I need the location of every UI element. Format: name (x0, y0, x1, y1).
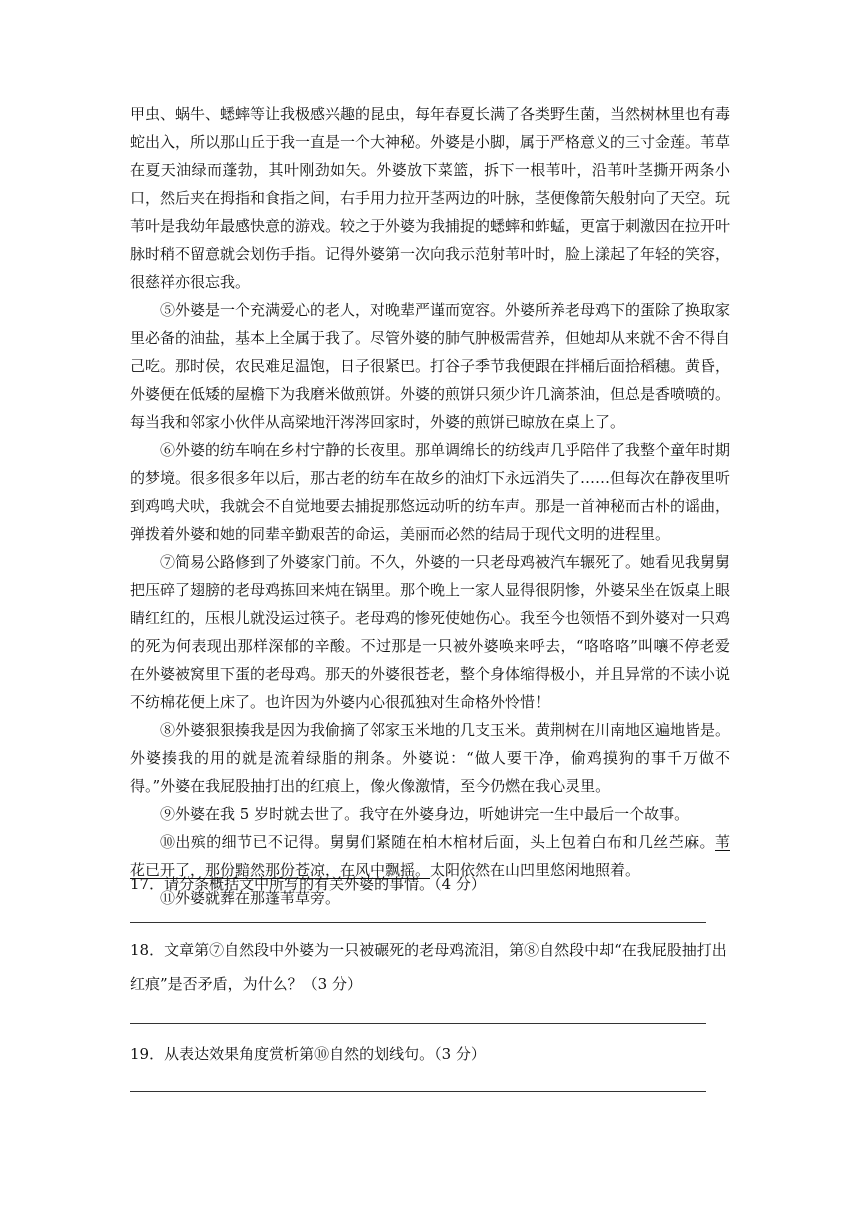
answer-line-18[interactable] (130, 1023, 706, 1024)
question-18-line-1: 18．文章第⑦自然段中外婆为一只被碾死的老母鸡流泪，第⑧自然段中却“在我屁股抽打出 (130, 941, 727, 959)
underlined-sentence: 苇花已开了，那份黯然那份苍凉，在风中飘摇。 (130, 833, 730, 879)
paragraph-8: ⑧外婆狠狠揍我是因为我偷摘了邻家玉米地的几支玉米。黄荆树在川南地区遍地皆是。外婆揍我的用的就是流着绿脂的荆条。外婆说：“做人要干净，偷鸡摸狗的事千万做不得。”外婆在我屁股抽打出的红痕上，像火像激情，至今仍燃在我心灵里。 (130, 721, 731, 795)
paragraph-continued: 甲虫、蜗牛、蟋蟀等让我极感兴趣的昆虫，每年春夏长满了各类野生菌，当然树林里也有毒蛇出入，所以那山丘于我一直是一个大神秘。外婆是小脚，属于严格意义的三寸金莲。苇草在夏天油绿而蓬勃，其叶刚劲如矢。外婆放下菜篮，拆下一根苇叶，沿苇叶茎撕开两条小口，然后夹在拇指和食指之间，右手用力拉开茎两边的叶脉，茎便像箭矢般射向了天空。玩苇叶是我幼年最感快意的游戏。较之于外婆为我捕捉的蟋蟀和蚱蜢，更富于刺激因在拉开叶脉时稍不留意就会划伤手指。记得外婆第一次向我示范射苇叶时，脸上漾起了年轻的笑容，很慈祥亦很忘我。 (130, 105, 731, 291)
paragraph-5: ⑤外婆是一个充满爱心的老人，对晚辈严谨而宽容。外婆所养老母鸡下的蛋除了换取家里必备的油盐，基本上全属于我了。尽管外婆的肺气肿极需营养，但她却从来就不舍不得自己吃。那时侯，农民难足温饱，日子很紧巴。打谷子季节我便跟在拌桶后面拾稻穗。黄昏，外婆便在低矮的屋檐下为我磨米做煎饼。外婆的煎饼只须少许几滴茶油，但总是香喷喷的。每当我和邻家小伙伴从高梁地汗涔涔回家时，外婆的煎饼已晾放在桌上了。 (130, 301, 731, 431)
question-18-line-2: 红痕”是否矛盾，为什么？（3 分） (130, 975, 362, 993)
paragraph-9: ⑨外婆在我 5 岁时就去世了。我守在外婆身边，听她讲完一生中最后一个故事。 (160, 805, 690, 823)
answer-line-19[interactable] (130, 1091, 706, 1092)
paragraph-11: ⑪外婆就葬在那蓬苇草旁。 (160, 889, 341, 907)
question-19: 19．从表达效果角度赏析第⑩自然的划线句。（3 分） (130, 1045, 486, 1063)
paragraph-10-text-b: 太阳依然在山凹里悠闲地照着。 (430, 861, 641, 879)
reading-passage (130, 100, 730, 912)
question-17: 17．请分条概括文中所写的有关外婆的事情。（4 分） (130, 875, 486, 893)
paragraph-7: ⑦简易公路修到了外婆家门前。不久，外婆的一只老母鸡被汽车辗死了。她看见我舅舅把压碎了翅膀的老母鸡拣回来炖在锅里。那个晚上一家人显得很阴惨，外婆呆坐在饭桌上眼睛红红的，压根儿就没运过筷子。老母鸡的惨死使她伤心。我至今也领悟不到外婆对一只鸡的死为何表现出那样深郁的辛酸。不过那是一只被外婆唤来呼去，“咯咯咯”叫嚷不停老爱在外婆被窝里下蛋的老母鸡。那天的外婆很苍老，整个身体缩得极小，并且异常的不读小说不纺棉花便上床了。也许因为外婆内心很孤独对生命格外怜惜！ (130, 553, 731, 711)
paragraph-10-text-a: ⑩出殡的细节已不记得。舅舅们紧随在柏木棺材后面，头上包着白布和几丝苎麻。 (160, 833, 715, 851)
answer-line-17[interactable] (130, 922, 706, 923)
paragraph-6: ⑥外婆的纺车响在乡村宁静的长夜里。那单调绵长的纺线声几乎陪伴了我整个童年时期的梦境。很多很多年以后，那古老的纺车在故乡的油灯下永远消失了……但每次在静夜里听到鸡鸣犬吠，我就会不自觉地要去捕捉那悠远动听的纺车声。那是一首神秘而古朴的谣曲，弹拨着外婆和她的同辈辛勤艰苦的命运，美丽而必然的结局于现代文明的进程里。 (130, 441, 731, 543)
